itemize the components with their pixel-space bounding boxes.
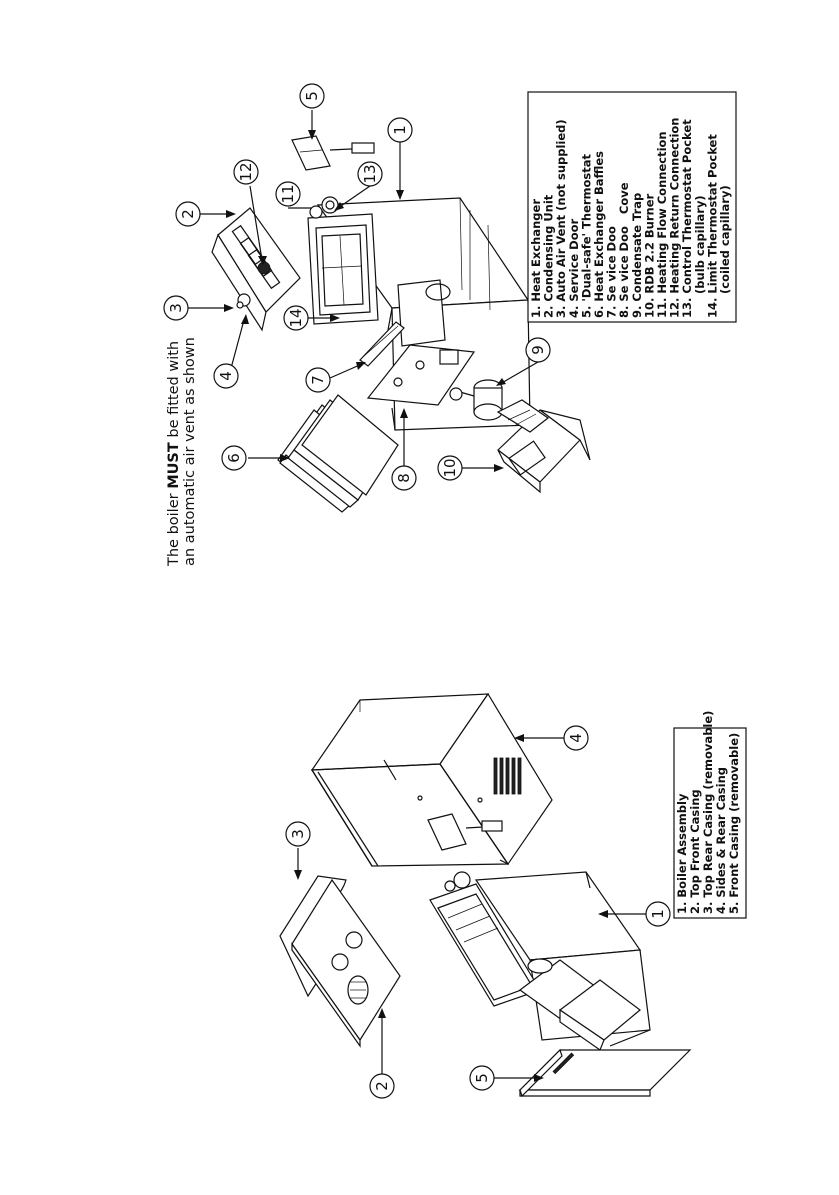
top-callout-8: 8 (395, 473, 413, 483)
top-legend-item: 9. Condensate Trap (629, 192, 644, 318)
top-callout-11: 11 (279, 184, 297, 204)
top-legend-item: 7. Se vice Doo (604, 226, 619, 318)
front-casing-drawing (520, 1050, 690, 1096)
top-legend-item: 4. Service Door (566, 218, 581, 318)
top-legend-item: 3. Auto Air Vent (not supplied) (554, 119, 569, 318)
top-legend-item: 2. Condensing Unit (541, 194, 556, 318)
heat-exchanger-baffles-drawing (278, 395, 398, 512)
top-callout-6: 6 (225, 453, 243, 463)
top-legend-item: (bulb capillary) (692, 195, 707, 318)
top-callout-14: 14 (287, 308, 305, 328)
top-callout-5: 5 (303, 91, 321, 101)
bottom-legend-item: 5. Front Casing (removable) (727, 732, 741, 914)
top-callout-3: 3 (167, 303, 185, 313)
bottom-legend-item: 1. Boiler Assembly (675, 793, 689, 914)
top-legend (528, 92, 736, 322)
bottom-callout-1: 1 (649, 909, 667, 919)
notice-prefix: The boiler (166, 488, 182, 566)
top-legend-item: 12. Heating Return Connection (667, 117, 682, 318)
top-callout-1: 1 (391, 125, 409, 135)
boiler-exploded-diagram-bottom (280, 694, 746, 1098)
sides-rear-casing-drawing (312, 694, 552, 866)
boiler-exploded-diagram-top (164, 84, 736, 512)
top-callout-4: 4 (217, 371, 235, 381)
top-legend-item: 8. Se vice Doo Cove (617, 182, 632, 318)
top-legend-item: (coiled capillary) (718, 185, 732, 318)
top-callout-10: 10 (441, 458, 459, 478)
air-vent-notice (166, 337, 198, 567)
top-callout-12: 12 (237, 162, 255, 182)
notice-emphasis: MUST (166, 442, 182, 489)
top-callout-13: 13 (361, 164, 379, 184)
top-callout-9: 9 (529, 345, 547, 355)
boiler-assembly-drawing (430, 872, 650, 1050)
top-callout-7: 7 (309, 375, 327, 385)
bottom-callout-2: 2 (373, 1081, 391, 1091)
top-legend-item: 13. Control Thermostat Pocket (680, 119, 695, 318)
notice-line2: an automatic air vent as shown (182, 337, 198, 566)
bottom-callout-4: 4 (567, 733, 585, 743)
top-legend-item: 1. Heat Exchanger (529, 199, 543, 318)
top-callout-2: 2 (179, 209, 197, 219)
top-legend-item: 6. Heat Exchanger Baffles (592, 151, 606, 318)
svg-text:The boiler MUST be fitted with (166, 341, 182, 567)
bottom-callout-3: 3 (289, 829, 307, 839)
bottom-legend (674, 711, 746, 918)
bottom-legend-item: 2. Top Front Casing (688, 789, 702, 914)
bottom-legend-item: 3. Top Rear Casing (removable) (701, 710, 715, 914)
rdb-burner-drawing (498, 400, 590, 492)
top-legend-item: 11. Heating Flow Connection (655, 131, 669, 318)
bottom-legend-item: 4. Sides & Rear Casing (714, 766, 728, 914)
notice-suffix: be fitted with (166, 340, 182, 443)
top-legend-item: 10. RDB 2.2 Burner (642, 193, 657, 318)
top-legend-item: 5. 'Dual-safe' Thermostat (579, 153, 594, 318)
top-legend-item: 14. Limit Thermostat Pocket (705, 134, 720, 318)
bottom-callout-5: 5 (473, 1073, 491, 1083)
